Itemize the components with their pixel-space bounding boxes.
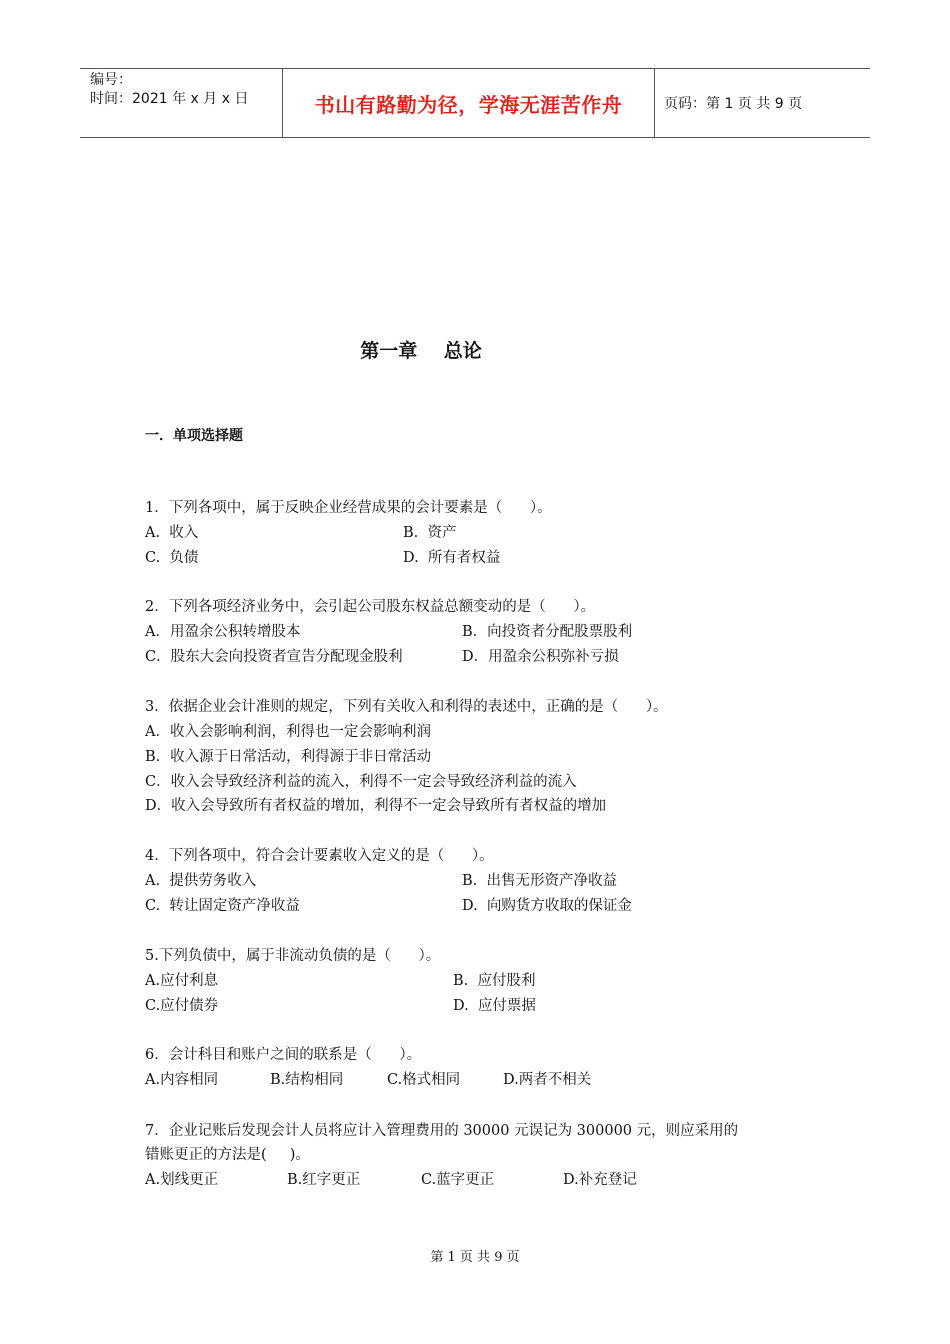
document-date-label: 时间：2021 年 x 月 x 日: [90, 91, 249, 107]
question-4-option-a: A. 提供劳务收入: [145, 873, 257, 889]
question-1-option-a: A. 收入: [145, 525, 199, 541]
question-6-option-a: A.内容相同: [145, 1072, 219, 1088]
question-2-option-d: D．用盈余公积弥补亏损: [462, 649, 619, 665]
question-6-option-b: B.结构相同: [270, 1072, 344, 1088]
question-1-option-d: D. 所有者权益: [403, 550, 501, 566]
question-7-stem-line-1: 7．企业记账后发现会计人员将应计入管理费用的 30000 元误记为 300000 元，则应采用的: [145, 1123, 739, 1139]
question-6-option-d: D.两者不相关: [503, 1072, 592, 1088]
header-page-info: 页码：第 1 页 共 9 页: [664, 96, 803, 112]
question-5-option-b: B. 应付股利: [453, 973, 536, 989]
question-7-option-c: C.蓝字更正: [421, 1172, 495, 1188]
question-3-option-d: D．收入会导致所有者权益的增加，利得不一定会导致所有者权益的增加: [145, 798, 607, 814]
page-footer: 第 1 页 共 9 页: [430, 1250, 520, 1265]
chapter-title: 第一章 总论: [360, 340, 482, 362]
header-motto: 书山有路勤为径，学海无涯苦作舟: [282, 69, 655, 137]
question-7-option-a: A.划线更正: [145, 1172, 219, 1188]
question-5-option-d: D. 应付票据: [453, 998, 536, 1014]
question-1-option-c: C. 负债: [145, 550, 199, 566]
question-3-stem: 3．依据企业会计准则的规定，下列有关收入和利得的表述中，正确的是（ ）。: [145, 699, 668, 715]
question-7-option-d: D.补充登记: [563, 1172, 637, 1188]
question-6-option-c: C.格式相同: [387, 1072, 461, 1088]
question-2-option-c: C．股东大会向投资者宣告分配现金股利: [145, 649, 403, 665]
document-number-label: 编号：: [90, 72, 132, 88]
question-4-stem: 4．下列各项中，符合会计要素收入定义的是（ ）。: [145, 848, 494, 864]
section-title: 一．单项选择题: [145, 428, 243, 444]
question-2-option-a: A．用盈余公积转增股本: [145, 624, 301, 640]
question-1-stem: 1．下列各项中，属于反映企业经营成果的会计要素是（ ）。: [145, 500, 552, 516]
question-5-option-c: C.应付债券: [145, 998, 219, 1014]
question-7-option-b: B.红字更正: [287, 1172, 361, 1188]
header-table: [80, 68, 870, 138]
question-3-option-b: B．收入源于日常活动，利得源于非日常活动: [145, 749, 432, 765]
question-7-stem-line-2: 错账更正的方法是( )。: [145, 1147, 310, 1163]
question-5-option-a: A.应付利息: [145, 973, 219, 989]
question-2-stem: 2．下列各项经济业务中，会引起公司股东权益总额变动的是（ ）。: [145, 599, 596, 615]
question-4-option-b: B. 出售无形资产净收益: [462, 873, 617, 889]
question-5-stem: 5.下列负债中，属于非流动负债的是（ ）。: [145, 948, 441, 964]
question-2-option-b: B．向投资者分配股票股利: [462, 624, 633, 640]
question-1-option-b: B. 资产: [403, 525, 457, 541]
header-meta: [80, 69, 282, 137]
question-3-option-a: A．收入会影响利润，利得也一定会影响利润: [145, 724, 431, 740]
question-3-option-c: C．收入会导致经济利益的流入，利得不一定会导致经济利益的流入: [145, 774, 577, 790]
question-4-option-c: C. 转让固定资产净收益: [145, 898, 300, 914]
question-6-stem: 6．会计科目和账户之间的联系是（ ）。: [145, 1047, 422, 1063]
question-4-option-d: D. 向购货方收取的保证金: [462, 898, 632, 914]
